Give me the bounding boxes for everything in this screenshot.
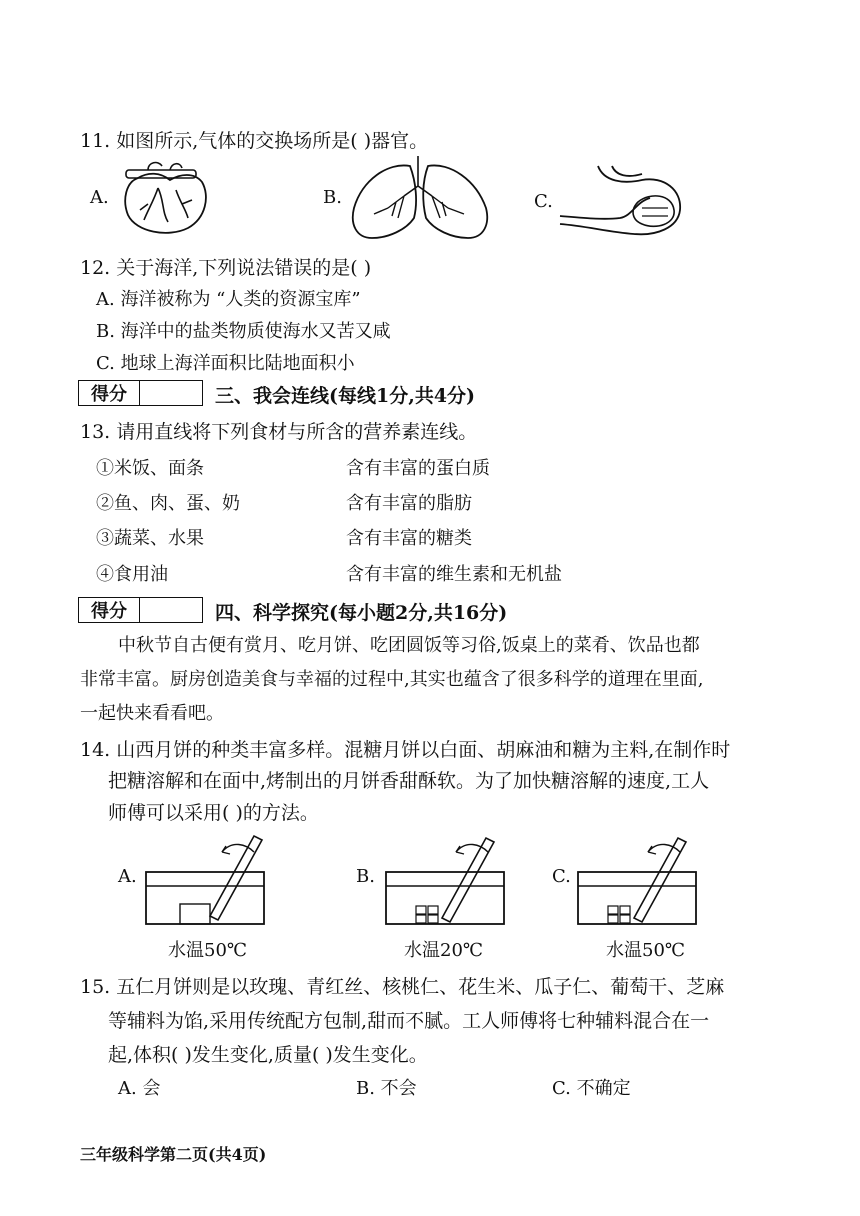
score-box-section3 (78, 380, 203, 406)
q14-caption-b: 水温20℃ (404, 940, 484, 961)
q14-line: 师傅可以采用( )的方法。 (108, 802, 319, 824)
q14-line: 14. 山西月饼的种类丰富多样。混糖月饼以白面、胡麻油和糖为主料,在制作时 (80, 739, 731, 761)
q15-line: 等辅料为馅,采用传统配方包制,甜而不腻。工人师傅将七种辅料混合在一 (108, 1010, 710, 1032)
q15-option-c: C. 不确定 (552, 1078, 631, 1099)
score-blank[interactable] (140, 598, 202, 622)
q13-right-item: 含有丰富的糖类 (346, 528, 472, 549)
heart-icon (118, 160, 218, 244)
q13-left-item: ①米饭、面条 (96, 458, 204, 479)
lungs-icon (348, 152, 494, 248)
q13-stem: 13. 请用直线将下列食材与所含的营养素连线。 (80, 421, 478, 443)
q15-line: 起,体积( )发生变化,质量( )发生变化。 (108, 1044, 428, 1066)
q13-left-item: ②鱼、肉、蛋、奶 (96, 493, 240, 514)
q12-option-a: A. 海洋被称为 “人类的资源宝库” (96, 289, 361, 310)
q13-right-item: 含有丰富的脂肪 (346, 493, 472, 514)
score-box-section4 (78, 597, 203, 623)
q14-option-c: C. (552, 866, 571, 887)
intro-line: 中秋节自古便有赏月、吃月饼、吃团圆饭等习俗,饭桌上的菜肴、饮品也都 (118, 635, 700, 656)
stomach-icon (556, 162, 686, 242)
q12-stem: 12. 关于海洋,下列说法错误的是( ) (80, 257, 372, 279)
q13-left-item: ④食用油 (96, 564, 168, 585)
score-label: 得分 (79, 381, 140, 405)
q14-line: 把糖溶解和在面中,烤制出的月饼香甜酥软。为了加快糖溶解的速度,工人 (108, 770, 710, 792)
section4-title: 四、科学探究(每小题2分,共16分) (215, 602, 508, 624)
q13-right-item: 含有丰富的维生素和无机盐 (346, 564, 562, 585)
q13-left-item: ③蔬菜、水果 (96, 528, 204, 549)
q15-line: 15. 五仁月饼则是以玫瑰、青红丝、核桃仁、花生米、瓜子仁、葡萄干、芝麻 (80, 976, 725, 998)
section3-title: 三、我会连线(每线1分,共4分) (215, 385, 476, 407)
q11-option-c: C. (534, 191, 553, 212)
score-blank[interactable] (140, 381, 202, 405)
q12-option-c: C. 地球上海洋面积比陆地面积小 (96, 353, 355, 374)
intro-line: 非常丰富。厨房创造美食与幸福的过程中,其实也蕴含了很多科学的道理在里面, (80, 669, 704, 690)
q11-option-b: B. (323, 187, 342, 208)
beaker-stir-icon (380, 830, 510, 934)
intro-line: 一起快来看看吧。 (80, 703, 224, 724)
q15-option-b: B. 不会 (356, 1078, 417, 1099)
beaker-stir-icon (140, 830, 270, 934)
q14-caption-a: 水温50℃ (168, 940, 248, 961)
q11-option-a: A. (90, 187, 109, 208)
q15-option-a: A. 会 (118, 1078, 161, 1099)
q14-option-a: A. (118, 866, 137, 887)
beaker-stir-icon (572, 830, 702, 934)
score-label: 得分 (79, 598, 140, 622)
q11-stem: 11. 如图所示,气体的交换场所是( )器官。 (80, 130, 429, 152)
page-footer: 三年级科学第二页(共4页) (80, 1145, 267, 1164)
q13-right-item: 含有丰富的蛋白质 (346, 458, 490, 479)
q14-caption-c: 水温50℃ (606, 940, 686, 961)
q14-option-b: B. (356, 866, 375, 887)
q12-option-b: B. 海洋中的盐类物质使海水又苦又咸 (96, 321, 391, 342)
